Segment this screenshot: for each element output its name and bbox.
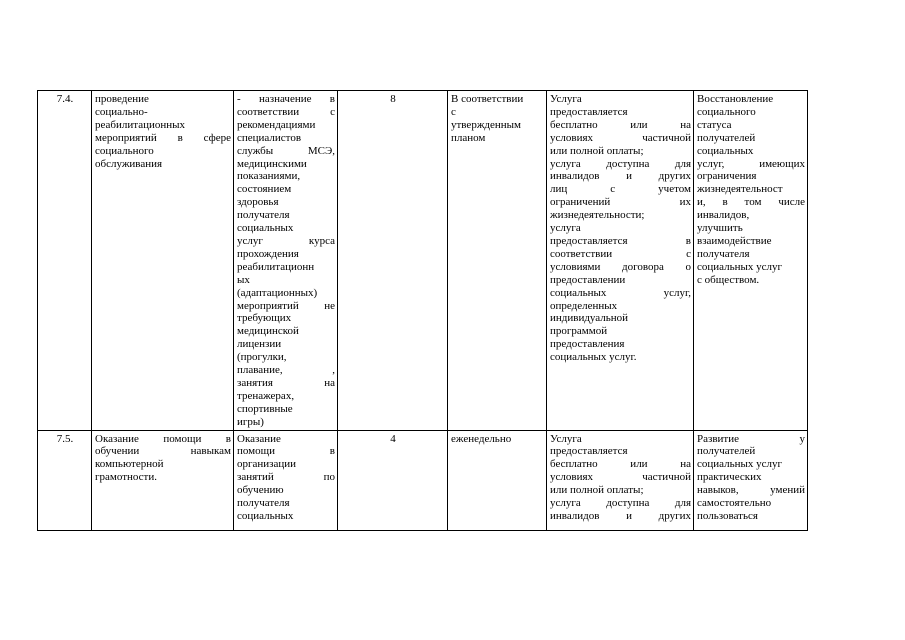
text-line: социальных — [237, 222, 294, 235]
text-line: соответствии с — [237, 105, 335, 118]
text-line: инвалидов и других — [550, 510, 691, 522]
text-line: утвержденным — [451, 118, 522, 131]
text-line: ограничений их — [550, 196, 691, 209]
text-line: игры) — [237, 415, 264, 428]
text-line: спортивные — [237, 402, 293, 415]
table-row — [38, 91, 808, 431]
cell-periodicity — [448, 430, 547, 530]
text-line: Развитие у — [697, 432, 805, 445]
text-line: состоянием — [237, 183, 292, 196]
text-line: практических — [697, 471, 762, 484]
text-line: тренажерах, — [237, 389, 295, 402]
text-line: инвалидов, — [697, 209, 750, 222]
text-line: или полной оплаты; — [550, 144, 644, 157]
cell-conditions — [547, 430, 694, 530]
cell-service-name — [92, 91, 234, 431]
text-line: жизнедеятельност — [697, 183, 783, 196]
text-line: социальных услуг — [697, 260, 783, 273]
text-line: реабилитационных — [95, 118, 186, 131]
text-line: предоставления — [550, 338, 625, 351]
text-line: требующих — [237, 312, 292, 325]
text-line: медицинской — [237, 325, 299, 338]
cell-count: 8 — [338, 91, 448, 431]
text-line: (адаптационных) — [237, 286, 318, 299]
text-line: социальных услуг — [697, 458, 783, 471]
text-line: мероприятий в сфере — [95, 131, 231, 144]
text-line: программой — [550, 325, 608, 338]
text-line: самостоятельно — [697, 497, 772, 510]
text-line: рекомендациями — [237, 118, 316, 131]
text-line: получателей — [697, 445, 756, 458]
cell-description — [234, 430, 338, 530]
text-line: еженедельно — [451, 432, 512, 445]
text-line: социального — [95, 144, 154, 157]
text-line: услуга — [550, 222, 581, 235]
text-line: социальных услуг, — [550, 286, 691, 299]
text-line: обслуживания — [95, 157, 163, 170]
text-line: помощи в — [237, 445, 335, 458]
text-line: В соответствии — [451, 93, 524, 105]
text-line: бесплатно или на — [550, 118, 691, 131]
text-line: Услуга — [550, 432, 582, 445]
text-line: или полной оплаты; — [550, 484, 644, 497]
text-line: услуг курса — [237, 234, 335, 247]
text-line: занятий по — [237, 471, 335, 484]
text-line: занятия на — [237, 376, 335, 389]
text-line: предоставлении — [550, 273, 626, 286]
text-line: социального — [697, 105, 756, 118]
text-line: медицинскими — [237, 157, 307, 170]
text-line: реабилитационн — [237, 260, 315, 273]
text-line: улучшить — [697, 222, 743, 235]
text-line: получателя — [697, 247, 750, 260]
services-table — [37, 90, 808, 531]
text-line: Восстановление — [697, 93, 774, 105]
text-line: услуга доступна для — [550, 497, 691, 510]
cell-count: 4 — [338, 430, 448, 530]
cell-number: 7.5. — [38, 430, 92, 530]
cell-result — [694, 91, 808, 431]
text-line: организации — [237, 458, 297, 471]
text-line: получателя — [237, 497, 290, 510]
text-line: жизнедеятельности; — [550, 209, 645, 222]
text-line: социально- — [95, 105, 148, 118]
text-line: грамотности. — [95, 471, 158, 484]
text-line: Услуга — [550, 93, 582, 105]
text-line: предоставляется — [550, 445, 628, 458]
text-line: (прогулки, — [237, 351, 287, 364]
text-line: прохождения — [237, 247, 299, 260]
text-line: соответствии с — [550, 247, 691, 260]
text-line: статуса — [697, 118, 732, 131]
text-line: навыков, умений — [697, 484, 805, 497]
text-line: здоровья — [237, 196, 279, 209]
text-line: условиях частичной — [550, 471, 691, 484]
text-line: ограничения — [697, 170, 757, 183]
cell-service-name — [92, 430, 234, 530]
text-line: предоставляется в — [550, 234, 691, 247]
text-line: получателя — [237, 209, 290, 222]
table-row — [38, 430, 808, 530]
text-line: социальных — [697, 144, 754, 157]
text-line: плавание, , — [237, 364, 335, 377]
cell-description — [234, 91, 338, 431]
cell-periodicity — [448, 91, 547, 431]
text-line: с — [451, 105, 456, 118]
cell-conditions — [547, 91, 694, 431]
text-line: взаимодействие — [697, 234, 772, 247]
text-line: проведение — [95, 93, 149, 105]
text-line: обучении навыкам — [95, 445, 231, 458]
text-line: инвалидов и других — [550, 170, 691, 183]
text-line: Оказание помощи в — [95, 432, 231, 445]
text-line: специалистов — [237, 131, 302, 144]
text-line: Оказание — [237, 432, 281, 445]
text-line: мероприятий не — [237, 299, 335, 312]
text-line: ых — [237, 273, 250, 286]
text-line: индивидуальной — [550, 312, 629, 325]
text-line: предоставляется — [550, 105, 628, 118]
text-line: - назначение в — [237, 93, 335, 105]
cell-number: 7.4. — [38, 91, 92, 431]
text-line: и, в том числе — [697, 196, 805, 209]
text-line: условиями договора о — [550, 260, 691, 273]
text-line: социальных — [237, 510, 294, 522]
text-line: показаниями, — [237, 170, 301, 183]
text-line: лицензии — [237, 338, 282, 351]
text-line: обучению — [237, 484, 284, 497]
text-line: лиц с учетом — [550, 183, 691, 196]
cell-result — [694, 430, 808, 530]
text-line: получателей — [697, 131, 756, 144]
text-line: условиях частичной — [550, 131, 691, 144]
text-line: определенных — [550, 299, 618, 312]
text-line: пользоваться — [697, 510, 758, 522]
text-line: социальных услуг. — [550, 351, 637, 364]
text-line: планом — [451, 131, 486, 144]
text-line: услуга доступна для — [550, 157, 691, 170]
text-line: с обществом. — [697, 273, 760, 286]
text-line: бесплатно или на — [550, 458, 691, 471]
text-line: службы МСЭ, — [237, 144, 335, 157]
text-line: компьютерной — [95, 458, 164, 471]
text-line: услуг, имеющих — [697, 157, 805, 170]
